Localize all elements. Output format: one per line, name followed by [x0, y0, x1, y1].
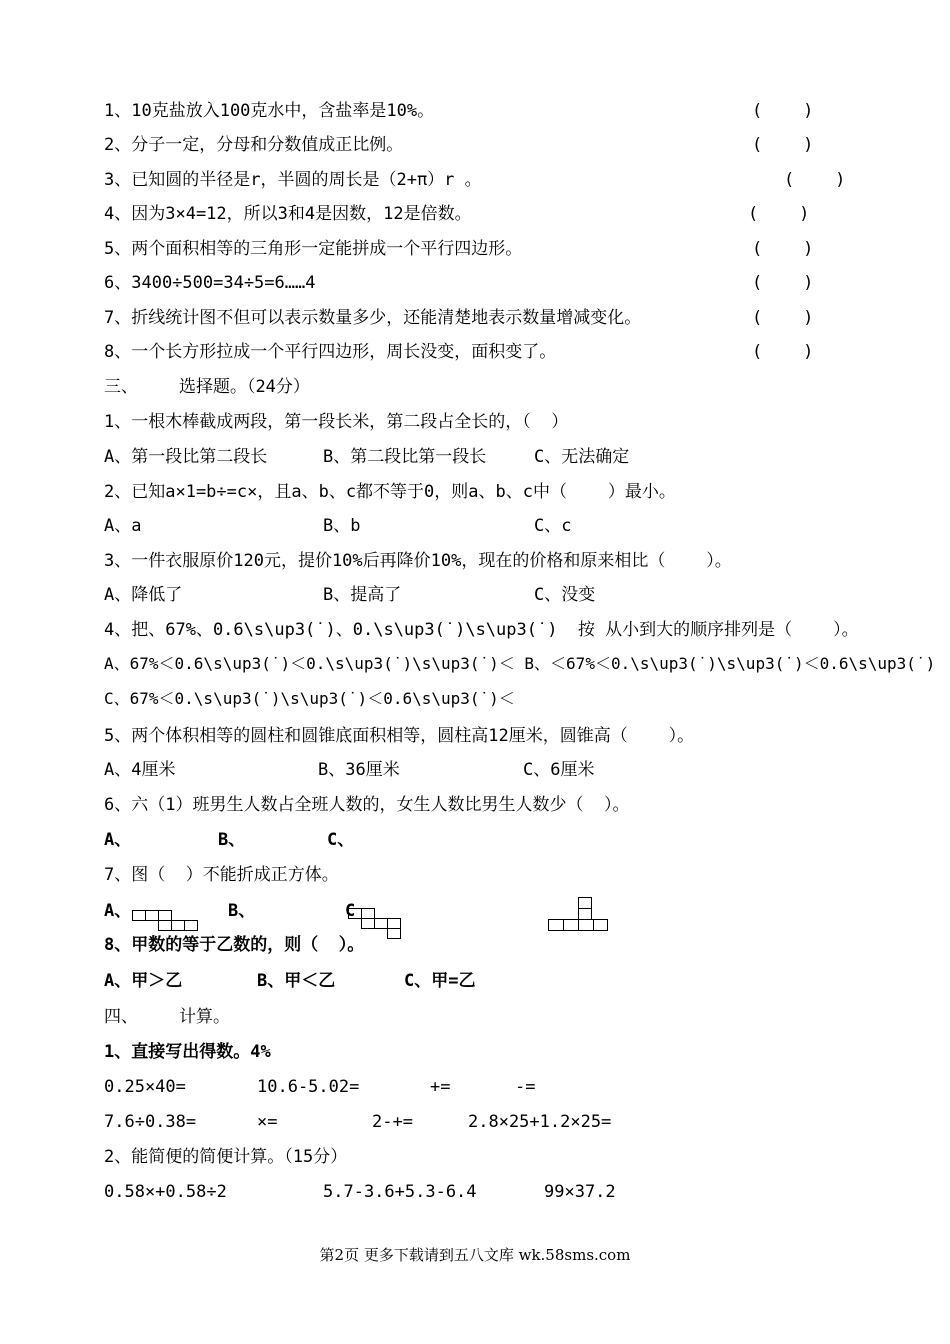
q6-option-a: A、: [104, 830, 132, 850]
question-3: 3、一件衣服原价120元，提价10%后再降价10%，现在的价格和原来相比（ ）。: [104, 551, 732, 571]
calc-item: 5.7-3.6+5.3-6.4: [323, 1182, 477, 1202]
judge-item-6: 6、3400÷500=34÷5=6……4: [104, 273, 316, 293]
calc-item: 2-+=: [372, 1112, 413, 1132]
q2-option-a: A、a: [104, 516, 142, 536]
q8-option-a: A、甲＞乙: [104, 971, 183, 991]
calc-part-1-title: 1、直接写出得数。4%: [104, 1042, 271, 1062]
judge-item-3: 3、已知圆的半径是r，半圆的周长是（2+π）r 。: [104, 170, 482, 190]
page-footer: 第2页 更多下载请到五八文库 wk.58sms.com: [319, 1246, 631, 1264]
q3-option-a: A、降低了: [104, 585, 183, 605]
q1-option-a: A、第一段比第二段长: [104, 447, 268, 467]
q7-option-c: C: [345, 901, 356, 921]
q2-option-c: C、c: [534, 516, 572, 536]
q5-option-a: A、4厘米: [104, 760, 176, 780]
calc-item: 0.58×+0.58÷2: [104, 1182, 227, 1202]
question-6: 6、六（1）班男生人数占全班人数的，女生人数比男生人数少（ ）。: [104, 795, 630, 815]
question-1: 1、一根木棒截成两段，第一段长米，第二段占全长的，（ ）: [104, 412, 569, 432]
judge-item-8: 8、一个长方形拉成一个平行四边形，周长没变，面积变了。: [104, 342, 557, 362]
answer-paren-7: ( ): [752, 308, 814, 328]
q4-options-ab: A、67%＜0.6\s\up3(˙)＜0.\s\up3(˙)\s\up3(˙)＜ B、＜67%＜0.\s\up3(˙)\s\up3(˙)＜0.6\s\up3(˙): [104, 654, 936, 673]
section-heading-choice: 三、 选择题。（24分）: [104, 377, 310, 397]
q4-option-c: C、67%＜0.\s\up3(˙)\s\up3(˙)＜0.6\s\up3(˙)＜: [104, 689, 515, 708]
answer-paren-4: ( ): [748, 204, 810, 224]
q5-option-b: B、36厘米: [318, 760, 400, 780]
calc-item: +=: [430, 1077, 451, 1097]
q1-option-c: C、无法确定: [534, 447, 630, 467]
calc-item: 2.8×25+1.2×25=: [468, 1112, 612, 1132]
calc-item: 10.6-5.02=: [257, 1077, 360, 1097]
judge-item-5: 5、两个面积相等的三角形一定能拼成一个平行四边形。: [104, 239, 523, 259]
answer-paren-6: ( ): [752, 273, 814, 293]
q1-option-b: B、第二段比第一段长: [323, 447, 487, 467]
calc-item: ×=: [257, 1112, 278, 1132]
q3-option-b: B、提高了: [323, 585, 402, 605]
answer-paren-8: ( ): [752, 342, 814, 362]
judge-item-7: 7、折线统计图不但可以表示数量多少，还能清楚地表示数量增减变化。: [104, 308, 642, 328]
judge-item-4: 4、因为3×4=12，所以3和4是因数，12是倍数。: [104, 204, 472, 224]
q8-option-b: B、甲＜乙: [257, 971, 336, 991]
judge-item-1: 1、10克盐放入100克水中，含盐率是10%。: [104, 101, 435, 121]
section-heading-calc: 四、 计算。: [104, 1007, 230, 1027]
answer-paren-5: ( ): [752, 239, 814, 259]
judge-item-2: 2、分子一定，分母和分数值成正比例。: [104, 135, 404, 155]
q6-option-c: C、: [327, 830, 355, 850]
calc-item: 99×37.2: [544, 1182, 616, 1202]
q5-option-c: C、6厘米: [523, 760, 595, 780]
q7-option-b: B、: [228, 901, 256, 921]
question-7: 7、图（ ）不能折成正方体。: [104, 865, 339, 885]
answer-paren-1: ( ): [752, 101, 814, 121]
question-4: 4、把、67%、0.6\s\up3(˙)、0.\s\up3(˙)\s\up3(˙) 按 从小到大的顺序排列是（ ）。: [104, 620, 859, 640]
answer-paren-3: ( ): [784, 170, 846, 190]
answer-paren-2: ( ): [752, 135, 814, 155]
calc-item: 0.25×40=: [104, 1077, 186, 1097]
q3-option-c: C、没变: [534, 585, 596, 605]
q8-option-c: C、甲=乙: [404, 971, 476, 991]
q2-option-b: B、b: [323, 516, 361, 536]
calc-part-2-title: 2、能简便的简便计算。（15分）: [104, 1147, 348, 1167]
q6-option-b: B、: [218, 830, 246, 850]
cube-net-d-figure: [548, 897, 608, 937]
question-2: 2、已知a×1=b÷=c×，且a、b、c都不等于0，则a、b、c中（ ）最小。: [104, 482, 676, 502]
q7-option-a: A、: [104, 901, 132, 921]
question-5: 5、两个体积相等的圆柱和圆锥底面积相等，圆柱高12厘米，圆锥高（ ）。: [104, 726, 695, 746]
calc-item: 7.6÷0.38=: [104, 1112, 197, 1132]
calc-item: -=: [515, 1077, 536, 1097]
question-8: 8、甲数的等于乙数的，则（ ）。: [104, 935, 365, 955]
